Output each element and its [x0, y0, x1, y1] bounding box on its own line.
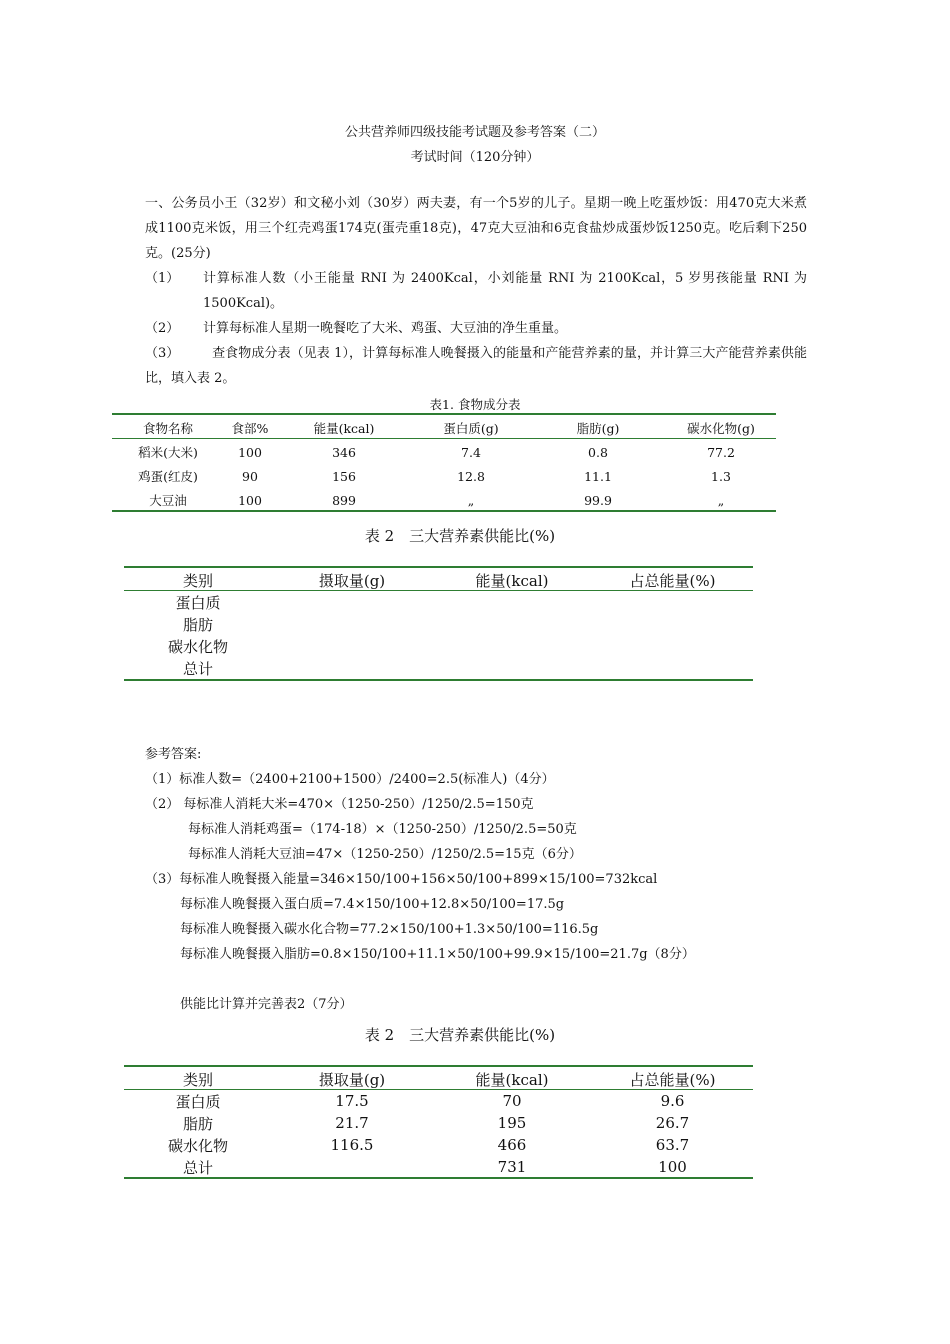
col-header: 类别 — [182, 571, 213, 590]
table2-blank-bottom-rule — [124, 679, 753, 681]
item-text: 计算每标准人星期一晚餐吃了大米、鸡蛋、大豆油的净生重量。 — [203, 321, 568, 336]
table-cell — [272, 1156, 432, 1178]
table-cell: 26.7 — [655, 1114, 690, 1132]
col-header: 占总能量(%) — [629, 1070, 716, 1089]
table-cell: 100 — [658, 1158, 687, 1176]
table-cell: 17.5 — [335, 1092, 369, 1110]
table-cell: 碳水化物 — [167, 637, 228, 656]
item-number: （1） — [145, 271, 180, 286]
table-row — [124, 635, 753, 657]
table-cell: 碳水化物 — [167, 1136, 228, 1155]
table-cell: 99.9 — [584, 492, 612, 508]
table-cell: 7.4 — [461, 444, 481, 460]
table-cell: 90 — [242, 468, 258, 484]
table-cell: 731 — [497, 1158, 527, 1176]
answer-line: 每标准人消耗鸡蛋=（174-18）×（1250-250）/1250/2.5=50克 — [188, 822, 577, 837]
table-cell: 0.8 — [588, 444, 608, 460]
table-cell: 21.7 — [335, 1114, 369, 1132]
table-cell: 蛋白质 — [175, 593, 221, 612]
table-cell: 116.5 — [330, 1136, 374, 1154]
question-item-2 — [145, 316, 807, 341]
table-cell — [272, 591, 432, 613]
table-header-row — [112, 416, 776, 440]
col-header: 占总能量(%) — [629, 571, 716, 590]
table1-top-rule — [112, 413, 776, 415]
answer-line: 每标准人晚餐摄入蛋白质=7.4×150/100+12.8×50/100=17.5g — [180, 897, 565, 912]
table-cell: 鸡蛋(红皮) — [138, 469, 198, 484]
answer-line: （1）标准人数=（2400+2100+1500）/2400=2.5(标准人)（4分） — [145, 772, 555, 787]
table-row — [124, 657, 753, 679]
table-cell — [432, 591, 592, 613]
table-cell: 100 — [238, 492, 262, 508]
answer-line: 每标准人消耗大豆油=47×（1250-250）/1250/2.5=15克（6分） — [188, 847, 582, 862]
table-row — [124, 1112, 753, 1134]
col-header: 能量(kcal) — [313, 421, 375, 436]
table-cell: 156 — [332, 468, 356, 484]
table-row — [112, 488, 776, 512]
table-cell: 466 — [497, 1136, 527, 1154]
table2-blank-top-rule — [124, 566, 753, 568]
table2-filled-top-rule — [124, 1065, 753, 1067]
table-cell: „ — [717, 492, 725, 508]
table-row — [124, 591, 753, 613]
table-cell — [592, 591, 753, 613]
table-cell — [592, 613, 753, 635]
col-header: 蛋白质(g) — [443, 421, 499, 436]
table-cell: „ — [467, 492, 475, 508]
table-cell — [592, 635, 753, 657]
item-number: （3） — [145, 346, 180, 361]
question-item-1 — [145, 266, 807, 311]
table-row — [124, 613, 753, 635]
table-cell: 大豆油 — [149, 493, 187, 508]
table-cell — [432, 657, 592, 679]
table-cell — [272, 635, 432, 657]
food-composition-table — [112, 416, 776, 512]
table-cell — [592, 657, 753, 679]
answer-line: （3）每标准人晚餐摄入能量=346×150/100+156×50/100+899×15/100=732kcal — [145, 872, 658, 887]
table-cell: 12.8 — [457, 468, 485, 484]
table-header-row — [124, 1068, 753, 1090]
exam-time: 考试时间（120分钟） — [410, 150, 540, 165]
table-cell: 346 — [332, 444, 356, 460]
table-cell — [432, 635, 592, 657]
table-cell: 1.3 — [711, 468, 731, 484]
table-row — [124, 1090, 753, 1112]
table-cell: 脂肪 — [182, 1114, 213, 1133]
answers-heading: 参考答案: — [145, 747, 202, 762]
table-cell: 9.6 — [660, 1092, 685, 1110]
col-header: 碳水化物(g) — [687, 421, 755, 436]
table-header-row — [124, 569, 753, 591]
table-cell: 899 — [332, 492, 356, 508]
question-intro: 一、公务员小王（32岁）和文秘小刘（30岁）两夫妻，有一个5岁的儿子。星期一晚上吃蛋炒饭：用470克大米煮成1100克米饭，用三个红壳鸡蛋174克(蛋壳重18克)，47克大豆油和6克食盐炒成蛋炒饭1250克。吃后剩下250克。(25分) — [145, 196, 807, 261]
table-cell: 蛋白质 — [175, 1092, 221, 1111]
col-header: 能量(kcal) — [475, 1070, 549, 1089]
table-cell: 63.7 — [655, 1136, 690, 1154]
answers-note: 供能比计算并完善表2（7分） — [180, 997, 353, 1012]
table-cell: 总计 — [182, 659, 213, 678]
answer-line: 每标准人晚餐摄入碳水化合物=77.2×150/100+1.3×50/100=116.5g — [180, 922, 599, 937]
table-cell: 70 — [502, 1092, 522, 1110]
table-cell — [432, 613, 592, 635]
table-cell: 195 — [497, 1114, 527, 1132]
table-cell: 11.1 — [584, 468, 612, 484]
table1-caption: 表1. 食物成分表 — [429, 397, 521, 412]
table-cell — [272, 613, 432, 635]
table-row — [124, 1156, 753, 1178]
col-header: 食物名称 — [142, 421, 193, 436]
energy-ratio-table-filled — [124, 1068, 753, 1178]
table-cell — [272, 657, 432, 679]
table-row — [112, 440, 776, 464]
col-header: 摄取量(g) — [318, 571, 386, 590]
table-cell: 100 — [238, 444, 262, 460]
table-cell: 77.2 — [707, 444, 735, 460]
question-item-3 — [145, 341, 807, 391]
item-number: （2） — [145, 321, 180, 336]
col-header: 食部% — [231, 421, 269, 436]
table-cell: 稻米(大米) — [138, 445, 198, 460]
table2-filled-caption: 表 2 三大营养素供能比(%) — [364, 1026, 556, 1044]
table2-blank-caption: 表 2 三大营养素供能比(%) — [364, 527, 556, 545]
col-header: 脂肪(g) — [576, 421, 620, 436]
answer-line: （2） 每标准人消耗大米=470×（1250-250）/1250/2.5=150克 — [145, 797, 534, 812]
col-header: 能量(kcal) — [475, 571, 549, 590]
page-title: 公共营养师四级技能考试题及参考答案（二） — [344, 125, 605, 140]
table-cell: 脂肪 — [182, 615, 213, 634]
answer-line: 每标准人晚餐摄入脂肪=0.8×150/100+11.1×50/100+99.9×15/100=21.7g（8分） — [180, 947, 695, 962]
table-cell: 总计 — [182, 1158, 213, 1177]
col-header: 类别 — [182, 1070, 213, 1089]
table-row — [112, 464, 776, 488]
col-header: 摄取量(g) — [318, 1070, 386, 1089]
item-text: 查食物成分表（见表 1），计算每标准人晚餐摄入的能量和产能营养素的量，并计算三大产能营养素供能比，填入表 2。 — [145, 346, 807, 386]
energy-ratio-table-blank — [124, 569, 753, 679]
table-row — [124, 1134, 753, 1156]
item-text: 计算标准人数（小王能量 RNI 为 2400Kcal，小刘能量 RNI 为 2100Kcal，5 岁男孩能量 RNI 为 1500Kcal)。 — [203, 271, 807, 311]
